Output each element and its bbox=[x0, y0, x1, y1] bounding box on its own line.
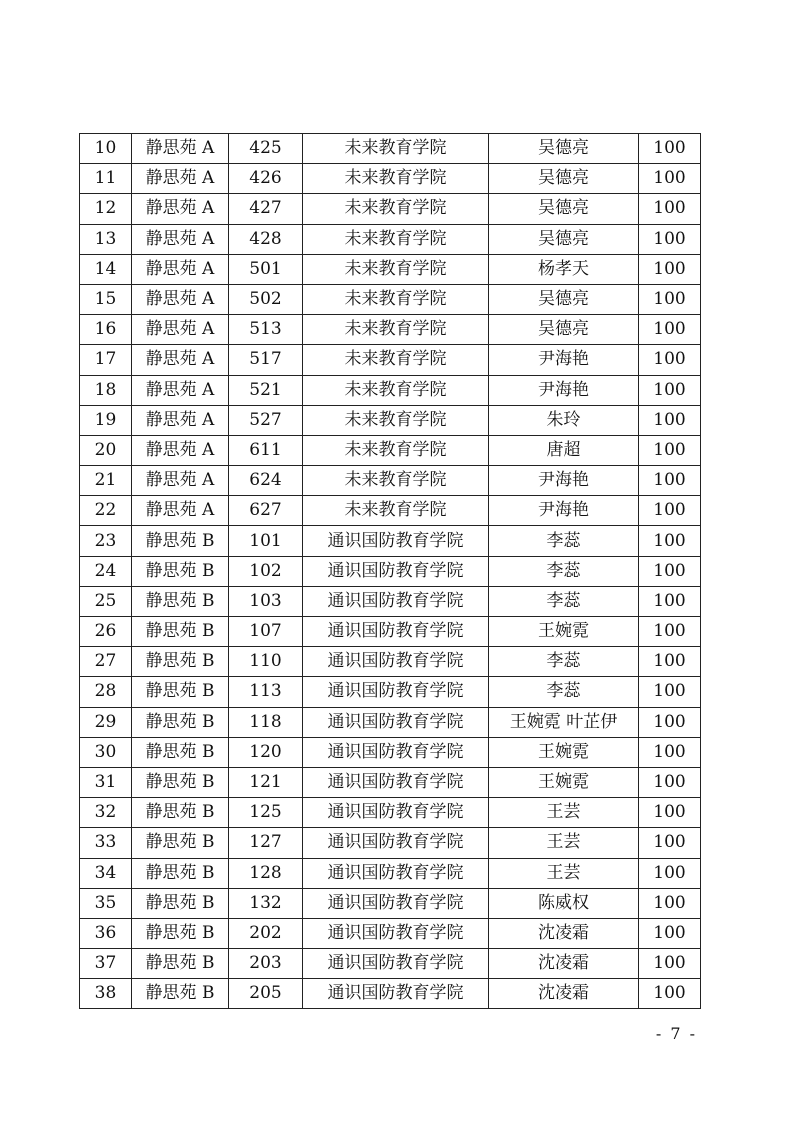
table-row bbox=[80, 375, 701, 405]
counselor-cell: 吴德亮 bbox=[489, 284, 639, 314]
row-number-cell: 34 bbox=[80, 858, 132, 888]
counselor-cell: 吴德亮 bbox=[489, 315, 639, 345]
room-number-cell: 501 bbox=[229, 254, 303, 284]
building-cell: 静思苑 A bbox=[132, 194, 229, 224]
counselor-cell: 王芸 bbox=[489, 828, 639, 858]
building-cell: 静思苑 B bbox=[132, 949, 229, 979]
counselor-cell: 陈威权 bbox=[489, 888, 639, 918]
score-cell: 100 bbox=[639, 586, 701, 616]
table-row bbox=[80, 556, 701, 586]
building-cell: 静思苑 B bbox=[132, 647, 229, 677]
college-cell: 通识国防教育学院 bbox=[303, 526, 489, 556]
room-number-cell: 517 bbox=[229, 345, 303, 375]
building-cell: 静思苑 A bbox=[132, 284, 229, 314]
table-row bbox=[80, 315, 701, 345]
row-number-cell: 32 bbox=[80, 798, 132, 828]
table-row bbox=[80, 435, 701, 465]
row-number-cell: 27 bbox=[80, 647, 132, 677]
college-cell: 通识国防教育学院 bbox=[303, 617, 489, 647]
score-cell: 100 bbox=[639, 949, 701, 979]
counselor-cell: 王婉霓 叶芷伊 bbox=[489, 707, 639, 737]
counselor-cell: 吴德亮 bbox=[489, 164, 639, 194]
college-cell: 未来教育学院 bbox=[303, 435, 489, 465]
counselor-cell: 尹海艳 bbox=[489, 375, 639, 405]
room-number-cell: 128 bbox=[229, 858, 303, 888]
room-number-cell: 203 bbox=[229, 949, 303, 979]
table-row bbox=[80, 194, 701, 224]
building-cell: 静思苑 B bbox=[132, 888, 229, 918]
table-row bbox=[80, 496, 701, 526]
table-row bbox=[80, 405, 701, 435]
score-cell: 100 bbox=[639, 164, 701, 194]
college-cell: 未来教育学院 bbox=[303, 345, 489, 375]
row-number-cell: 28 bbox=[80, 677, 132, 707]
table-body bbox=[80, 134, 701, 1009]
row-number-cell: 35 bbox=[80, 888, 132, 918]
row-number-cell: 19 bbox=[80, 405, 132, 435]
college-cell: 通识国防教育学院 bbox=[303, 798, 489, 828]
building-cell: 静思苑 A bbox=[132, 345, 229, 375]
counselor-cell: 李蕊 bbox=[489, 526, 639, 556]
room-number-cell: 101 bbox=[229, 526, 303, 556]
row-number-cell: 11 bbox=[80, 164, 132, 194]
room-number-cell: 127 bbox=[229, 828, 303, 858]
table-row bbox=[80, 767, 701, 797]
table-row bbox=[80, 617, 701, 647]
score-cell: 100 bbox=[639, 526, 701, 556]
college-cell: 通识国防教育学院 bbox=[303, 737, 489, 767]
room-number-cell: 107 bbox=[229, 617, 303, 647]
room-number-cell: 527 bbox=[229, 405, 303, 435]
row-number-cell: 12 bbox=[80, 194, 132, 224]
college-cell: 未来教育学院 bbox=[303, 254, 489, 284]
score-cell: 100 bbox=[639, 798, 701, 828]
college-cell: 通识国防教育学院 bbox=[303, 647, 489, 677]
row-number-cell: 38 bbox=[80, 979, 132, 1009]
score-cell: 100 bbox=[639, 918, 701, 948]
college-cell: 未来教育学院 bbox=[303, 375, 489, 405]
room-number-cell: 627 bbox=[229, 496, 303, 526]
room-number-cell: 102 bbox=[229, 556, 303, 586]
table-row bbox=[80, 677, 701, 707]
row-number-cell: 25 bbox=[80, 586, 132, 616]
room-number-cell: 113 bbox=[229, 677, 303, 707]
counselor-cell: 尹海艳 bbox=[489, 466, 639, 496]
counselor-cell: 沈凌霜 bbox=[489, 918, 639, 948]
row-number-cell: 26 bbox=[80, 617, 132, 647]
building-cell: 静思苑 A bbox=[132, 315, 229, 345]
table-row bbox=[80, 134, 701, 164]
score-cell: 100 bbox=[639, 134, 701, 164]
building-cell: 静思苑 B bbox=[132, 798, 229, 828]
room-number-cell: 120 bbox=[229, 737, 303, 767]
counselor-cell: 唐超 bbox=[489, 435, 639, 465]
score-cell: 100 bbox=[639, 737, 701, 767]
room-number-cell: 624 bbox=[229, 466, 303, 496]
college-cell: 通识国防教育学院 bbox=[303, 858, 489, 888]
table-row bbox=[80, 586, 701, 616]
counselor-cell: 王婉霓 bbox=[489, 767, 639, 797]
score-cell: 100 bbox=[639, 828, 701, 858]
row-number-cell: 24 bbox=[80, 556, 132, 586]
score-cell: 100 bbox=[639, 405, 701, 435]
room-number-cell: 118 bbox=[229, 707, 303, 737]
row-number-cell: 36 bbox=[80, 918, 132, 948]
room-number-cell: 611 bbox=[229, 435, 303, 465]
row-number-cell: 13 bbox=[80, 224, 132, 254]
row-number-cell: 23 bbox=[80, 526, 132, 556]
room-number-cell: 125 bbox=[229, 798, 303, 828]
counselor-cell: 李蕊 bbox=[489, 586, 639, 616]
room-number-cell: 103 bbox=[229, 586, 303, 616]
building-cell: 静思苑 B bbox=[132, 707, 229, 737]
room-number-cell: 132 bbox=[229, 888, 303, 918]
college-cell: 通识国防教育学院 bbox=[303, 556, 489, 586]
counselor-cell: 吴德亮 bbox=[489, 224, 639, 254]
row-number-cell: 16 bbox=[80, 315, 132, 345]
room-number-cell: 110 bbox=[229, 647, 303, 677]
counselor-cell: 李蕊 bbox=[489, 556, 639, 586]
building-cell: 静思苑 B bbox=[132, 737, 229, 767]
college-cell: 通识国防教育学院 bbox=[303, 918, 489, 948]
room-number-cell: 502 bbox=[229, 284, 303, 314]
room-number-cell: 513 bbox=[229, 315, 303, 345]
room-number-cell: 121 bbox=[229, 767, 303, 797]
table-row bbox=[80, 466, 701, 496]
table-row bbox=[80, 284, 701, 314]
counselor-cell: 沈凌霜 bbox=[489, 949, 639, 979]
row-number-cell: 18 bbox=[80, 375, 132, 405]
score-cell: 100 bbox=[639, 435, 701, 465]
building-cell: 静思苑 B bbox=[132, 617, 229, 647]
score-cell: 100 bbox=[639, 345, 701, 375]
building-cell: 静思苑 B bbox=[132, 767, 229, 797]
counselor-cell: 尹海艳 bbox=[489, 345, 639, 375]
college-cell: 通识国防教育学院 bbox=[303, 707, 489, 737]
page-number: - 7 - bbox=[655, 1024, 697, 1043]
college-cell: 未来教育学院 bbox=[303, 224, 489, 254]
table-row bbox=[80, 254, 701, 284]
table-row bbox=[80, 737, 701, 767]
table-row bbox=[80, 707, 701, 737]
counselor-cell: 吴德亮 bbox=[489, 134, 639, 164]
room-number-cell: 426 bbox=[229, 164, 303, 194]
score-cell: 100 bbox=[639, 284, 701, 314]
college-cell: 未来教育学院 bbox=[303, 315, 489, 345]
score-cell: 100 bbox=[639, 858, 701, 888]
college-cell: 通识国防教育学院 bbox=[303, 949, 489, 979]
row-number-cell: 22 bbox=[80, 496, 132, 526]
counselor-cell: 吴德亮 bbox=[489, 194, 639, 224]
table-row bbox=[80, 949, 701, 979]
table-row bbox=[80, 888, 701, 918]
counselor-cell: 李蕊 bbox=[489, 647, 639, 677]
row-number-cell: 17 bbox=[80, 345, 132, 375]
row-number-cell: 15 bbox=[80, 284, 132, 314]
table-row bbox=[80, 798, 701, 828]
score-cell: 100 bbox=[639, 767, 701, 797]
counselor-cell: 王婉霓 bbox=[489, 737, 639, 767]
table-row bbox=[80, 224, 701, 254]
table-row bbox=[80, 918, 701, 948]
college-cell: 未来教育学院 bbox=[303, 134, 489, 164]
counselor-cell: 王婉霓 bbox=[489, 617, 639, 647]
college-cell: 通识国防教育学院 bbox=[303, 586, 489, 616]
score-cell: 100 bbox=[639, 647, 701, 677]
table-row bbox=[80, 526, 701, 556]
building-cell: 静思苑 A bbox=[132, 466, 229, 496]
row-number-cell: 20 bbox=[80, 435, 132, 465]
row-number-cell: 33 bbox=[80, 828, 132, 858]
building-cell: 静思苑 A bbox=[132, 164, 229, 194]
score-cell: 100 bbox=[639, 375, 701, 405]
score-cell: 100 bbox=[639, 556, 701, 586]
table-row bbox=[80, 164, 701, 194]
room-number-cell: 202 bbox=[229, 918, 303, 948]
building-cell: 静思苑 A bbox=[132, 254, 229, 284]
room-number-cell: 428 bbox=[229, 224, 303, 254]
score-cell: 100 bbox=[639, 466, 701, 496]
counselor-cell: 沈凌霜 bbox=[489, 979, 639, 1009]
college-cell: 通识国防教育学院 bbox=[303, 828, 489, 858]
college-cell: 未来教育学院 bbox=[303, 284, 489, 314]
table-row bbox=[80, 858, 701, 888]
score-cell: 100 bbox=[639, 888, 701, 918]
college-cell: 未来教育学院 bbox=[303, 405, 489, 435]
row-number-cell: 21 bbox=[80, 466, 132, 496]
table-row bbox=[80, 828, 701, 858]
score-cell: 100 bbox=[639, 677, 701, 707]
college-cell: 未来教育学院 bbox=[303, 194, 489, 224]
score-cell: 100 bbox=[639, 194, 701, 224]
building-cell: 静思苑 B bbox=[132, 526, 229, 556]
building-cell: 静思苑 B bbox=[132, 828, 229, 858]
building-cell: 静思苑 A bbox=[132, 435, 229, 465]
college-cell: 通识国防教育学院 bbox=[303, 677, 489, 707]
college-cell: 未来教育学院 bbox=[303, 466, 489, 496]
room-number-cell: 205 bbox=[229, 979, 303, 1009]
counselor-cell: 李蕊 bbox=[489, 677, 639, 707]
building-cell: 静思苑 B bbox=[132, 586, 229, 616]
building-cell: 静思苑 A bbox=[132, 224, 229, 254]
room-number-cell: 521 bbox=[229, 375, 303, 405]
building-cell: 静思苑 B bbox=[132, 556, 229, 586]
counselor-cell: 王芸 bbox=[489, 798, 639, 828]
college-cell: 通识国防教育学院 bbox=[303, 979, 489, 1009]
building-cell: 静思苑 B bbox=[132, 677, 229, 707]
college-cell: 通识国防教育学院 bbox=[303, 767, 489, 797]
college-cell: 未来教育学院 bbox=[303, 496, 489, 526]
row-number-cell: 29 bbox=[80, 707, 132, 737]
building-cell: 静思苑 B bbox=[132, 918, 229, 948]
building-cell: 静思苑 A bbox=[132, 496, 229, 526]
building-cell: 静思苑 B bbox=[132, 979, 229, 1009]
counselor-cell: 尹海艳 bbox=[489, 496, 639, 526]
room-number-cell: 425 bbox=[229, 134, 303, 164]
score-cell: 100 bbox=[639, 979, 701, 1009]
table-row bbox=[80, 647, 701, 677]
row-number-cell: 37 bbox=[80, 949, 132, 979]
score-cell: 100 bbox=[639, 707, 701, 737]
college-cell: 未来教育学院 bbox=[303, 164, 489, 194]
college-cell: 通识国防教育学院 bbox=[303, 888, 489, 918]
building-cell: 静思苑 A bbox=[132, 405, 229, 435]
building-cell: 静思苑 A bbox=[132, 134, 229, 164]
counselor-cell: 朱玲 bbox=[489, 405, 639, 435]
score-cell: 100 bbox=[639, 224, 701, 254]
score-cell: 100 bbox=[639, 496, 701, 526]
building-cell: 静思苑 A bbox=[132, 375, 229, 405]
building-cell: 静思苑 B bbox=[132, 858, 229, 888]
dormitory-score-table bbox=[79, 133, 701, 1009]
counselor-cell: 王芸 bbox=[489, 858, 639, 888]
counselor-cell: 杨孝天 bbox=[489, 254, 639, 284]
table-row bbox=[80, 345, 701, 375]
score-cell: 100 bbox=[639, 254, 701, 284]
score-cell: 100 bbox=[639, 315, 701, 345]
score-cell: 100 bbox=[639, 617, 701, 647]
row-number-cell: 14 bbox=[80, 254, 132, 284]
row-number-cell: 30 bbox=[80, 737, 132, 767]
room-number-cell: 427 bbox=[229, 194, 303, 224]
row-number-cell: 31 bbox=[80, 767, 132, 797]
table-row bbox=[80, 979, 701, 1009]
row-number-cell: 10 bbox=[80, 134, 132, 164]
